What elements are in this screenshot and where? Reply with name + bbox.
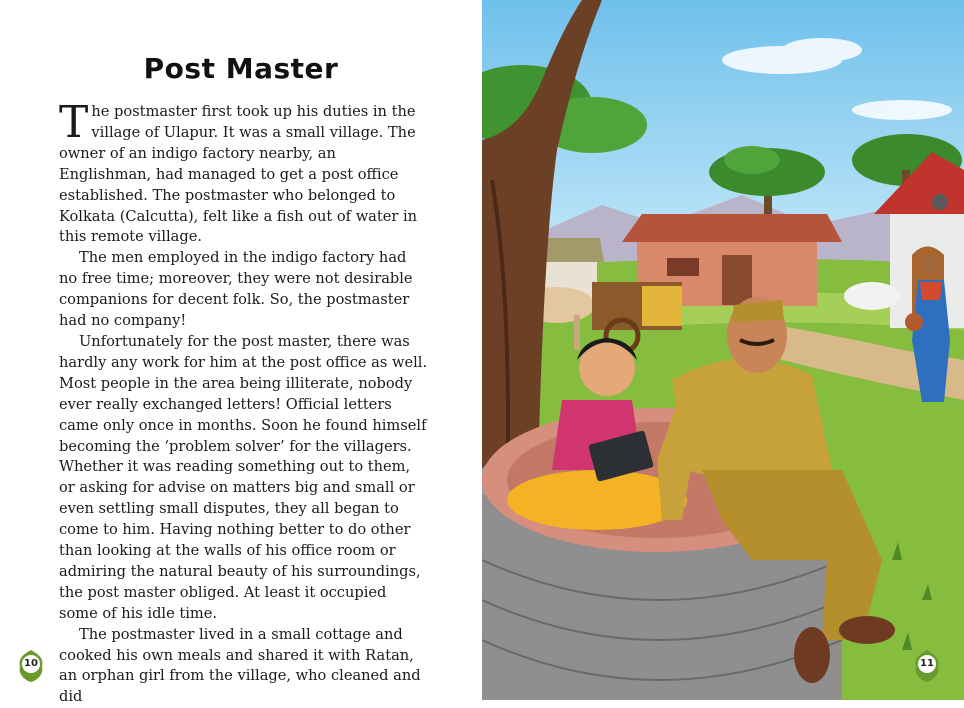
left-page: [0, 0, 482, 706]
paragraph-2: The men employed in the indigo factory had no free time; moreover, they were not desirable companions for decent folk. So, the postmaster had no company!: [59, 249, 413, 330]
page-number-right: [912, 648, 942, 678]
cow: [844, 282, 900, 310]
page-number-right-text: 11: [920, 658, 934, 669]
page-title: Post Master: [143, 52, 339, 85]
paragraph-4: The postmaster lived in a small cottage and cooked his own meals and shared it with Ratan, an orphan girl from the village, who cleaned and did: [59, 625, 421, 706]
paragraph-3: Unfortunately for the post master, there was hardly any work for him at the post office as well. Most people in the area being illiterate, nobody ever really exchanged letters! Official letters came only once in months. Soon he found himself becoming the ‘problem solver’ for the villagers. Whether it was reading something out to them, or asking for advise on matters big and small or even settling small disputes, they all began to come to him. Having nothing better to do other than looking at the walls of his office room or admiring the natural beauty of his surroundings, the post master obliged. At least it occupied some of his idle time.: [59, 332, 428, 622]
story-text: [59, 97, 429, 708]
drop-cap: T: [59, 97, 89, 148]
paragraph-1-text: he postmaster first took up his duties in the village of Ulapur. It was a small village. The owner of an indigo factory nearby, an Englishman, had managed to get a post office established. The postmaster who belonged to Kolkata (Calcutta), felt like a fish out of water in this remote village.: [59, 103, 418, 246]
village-illustration: [482, 0, 964, 700]
illustration-page: [482, 0, 964, 700]
paragraph-1: [59, 97, 429, 248]
page-number-left: [16, 648, 46, 678]
page-number-left-text: 10: [24, 658, 38, 669]
